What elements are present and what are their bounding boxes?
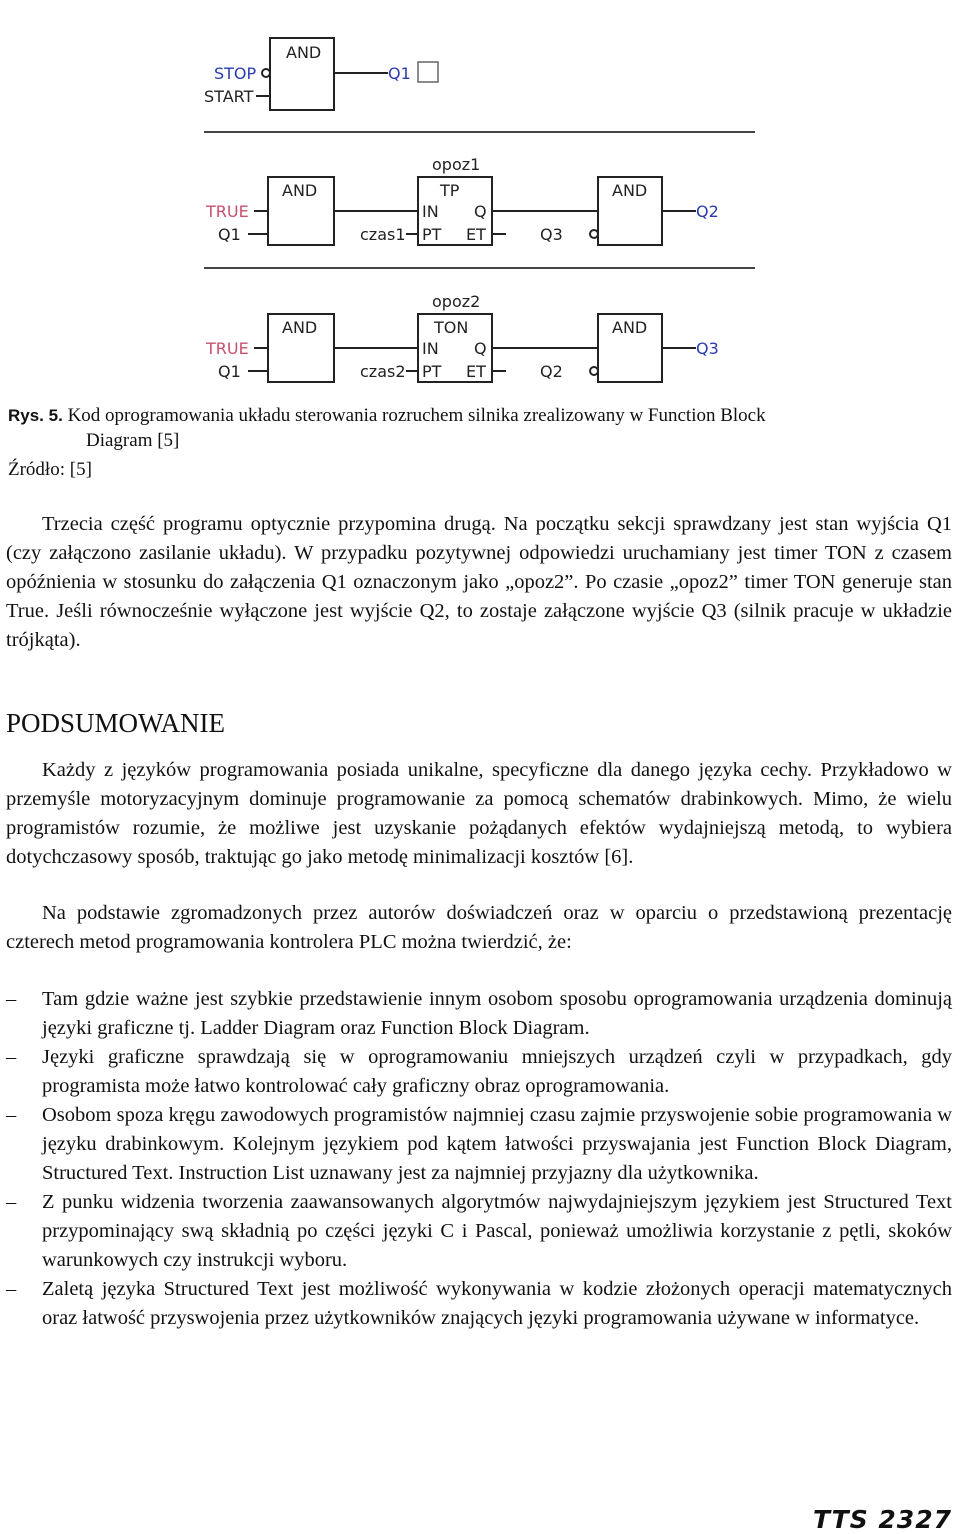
and-block-3a-label: AND bbox=[282, 318, 318, 337]
section-heading: PODSUMOWANIE bbox=[6, 708, 226, 738]
bullet-dash: – bbox=[6, 988, 17, 1010]
list-item bbox=[6, 1101, 952, 1188]
timer2-in: IN bbox=[422, 339, 439, 358]
bullet-dash: – bbox=[6, 1191, 17, 1213]
stop-input: STOP bbox=[214, 64, 257, 83]
conclusions-list bbox=[6, 985, 952, 1333]
bullet-dash: – bbox=[6, 1278, 17, 1300]
q3-output: Q3 bbox=[696, 339, 719, 358]
list-item bbox=[6, 985, 952, 1043]
fbd-network-1 bbox=[204, 38, 438, 110]
fbd-network-3 bbox=[205, 292, 719, 382]
ton-timer-label: TON bbox=[434, 318, 469, 337]
q3-input: Q3 bbox=[540, 225, 563, 244]
paragraph-3: Na podstawie zgromadzonych przez autorów doświadczeń oraz w oparciu o przedstawioną prezentację czterech metod programowania kontrolera PLC można twierdzić, że: bbox=[6, 902, 952, 953]
czas2-var: czas2 bbox=[360, 362, 406, 381]
q1-input-3: Q1 bbox=[218, 362, 241, 381]
timer2-et: ET bbox=[466, 362, 486, 381]
caption-line-2: Diagram [5] bbox=[86, 430, 180, 451]
fbd-network-2 bbox=[205, 155, 719, 245]
paragraph-2: Każdy z języków programowania posiada unikalne, specyficzne dla danego języka cechy. Przykładowo w przemyśle motoryzacyjnym dominuje programowanie za pomocą schematów drabinkowych. Mimo, że wielu programistów rozumie, że możliwe jest uzyskanie pożądanych efektów wydajniejszą metodą, to wybiera dotychczasowy sposób, traktując go jako metodę minimalizacji kosztów [6]. bbox=[6, 759, 952, 868]
timer1-pt: PT bbox=[422, 225, 442, 244]
bullet-dash: – bbox=[6, 1104, 17, 1126]
and-block-2b-label: AND bbox=[612, 181, 648, 200]
paragraph-1 bbox=[6, 510, 952, 655]
list-item bbox=[6, 1275, 952, 1333]
figure-source: Źródło: [5] bbox=[8, 459, 92, 480]
timer1-et: ET bbox=[466, 225, 486, 244]
figure-caption bbox=[8, 403, 766, 453]
timer2-pt: PT bbox=[422, 362, 442, 381]
negation-circle bbox=[590, 367, 598, 375]
timer2-q: Q bbox=[474, 339, 487, 358]
start-input: START bbox=[204, 87, 254, 106]
caption-line-1: Kod oprogramowania układu sterowania rozruchem silnika zrealizowany w Function Block bbox=[67, 405, 766, 426]
true-input-3: TRUE bbox=[206, 339, 249, 358]
figure-label: Rys. 5. bbox=[8, 406, 63, 425]
and-block-3b-label: AND bbox=[612, 318, 648, 337]
tp-timer-label: TP bbox=[440, 181, 460, 200]
q1-input-2: Q1 bbox=[218, 225, 241, 244]
fbd-figure bbox=[190, 0, 790, 395]
bullet-dash: – bbox=[6, 1046, 17, 1068]
list-item bbox=[6, 1188, 952, 1275]
and-block-1-label: AND bbox=[286, 43, 322, 62]
and-block-2a-label: AND bbox=[282, 181, 318, 200]
negation-circle bbox=[590, 230, 598, 238]
czas1-var: czas1 bbox=[360, 225, 406, 244]
timer2-name: opoz2 bbox=[432, 292, 481, 311]
list-item-text: Zaletą języka Structured Text jest możliwość wykonywania w kodzie złożonych operacji matematycznych oraz łatwość przyswojenia przez użytkowników znających języki programowania używane w informatyce. bbox=[42, 1278, 952, 1329]
q2-output: Q2 bbox=[696, 202, 719, 221]
q1-output: Q1 bbox=[388, 64, 411, 83]
negation-circle bbox=[262, 69, 270, 77]
timer1-in: IN bbox=[422, 202, 439, 221]
q2-input: Q2 bbox=[540, 362, 563, 381]
q1-checkbox bbox=[418, 62, 438, 82]
list-item-text: Z punku widzenia tworzenia zaawansowanych algorytmów najwydajniejszym językiem jest Structured Text przypominający swą składnią po części języki C i Pascal, ponieważ umożliwia korzystanie z pętli, skoków warunkowych czy instrukcji wyboru. bbox=[42, 1191, 952, 1271]
timer1-q: Q bbox=[474, 202, 487, 221]
list-item-text: Języki graficzne sprawdzają się w oprogramowaniu mniejszych urządzeń czyli w przypadkach, gdy programista może łatwo kontrolować cały graficzny obraz oprogramowania. bbox=[42, 1046, 952, 1097]
page-footer: TTS 2327 bbox=[813, 1505, 952, 1534]
true-input-2: TRUE bbox=[206, 202, 249, 221]
list-item-text: Osobom spoza kręgu zawodowych programistów najmniej czasu zajmie przyswojenie sobie programowania w języku drabinkowym. Kolejnym językiem pod kątem łatwości przyswajania jest Function Block Diagram, Structured Text. Instruction List uznawany jest za najmniej przyjazny dla użytkownika. bbox=[42, 1104, 952, 1184]
list-item bbox=[6, 1043, 952, 1101]
list-item-text: Tam gdzie ważne jest szybkie przedstawienie innym osobom sposobu oprogramowania urządzenia dominują języki graficzne tj. Ladder Diagram oraz Function Block Diagram. bbox=[42, 988, 952, 1039]
paragraph-1-text: Trzecia część programu optycznie przypomina drugą. Na początku sekcji sprawdzany jest stan wyjścia Q1 (czy załączono zasilanie układu). W przypadku pozytywnej odpowiedzi uruchamiany jest timer TON z czasem opóźnienia w stosunku do załączenia Q1 oznaczonym jako „opoz2”. Po czasie „opoz2” timer TON generuje stan True. Jeśli równocześnie wyłączone jest wyjście Q2, to zostaje załączone wyjście Q3 (silnik pracuje w układzie trójkąta). bbox=[6, 513, 952, 651]
timer1-name: opoz1 bbox=[432, 155, 481, 174]
